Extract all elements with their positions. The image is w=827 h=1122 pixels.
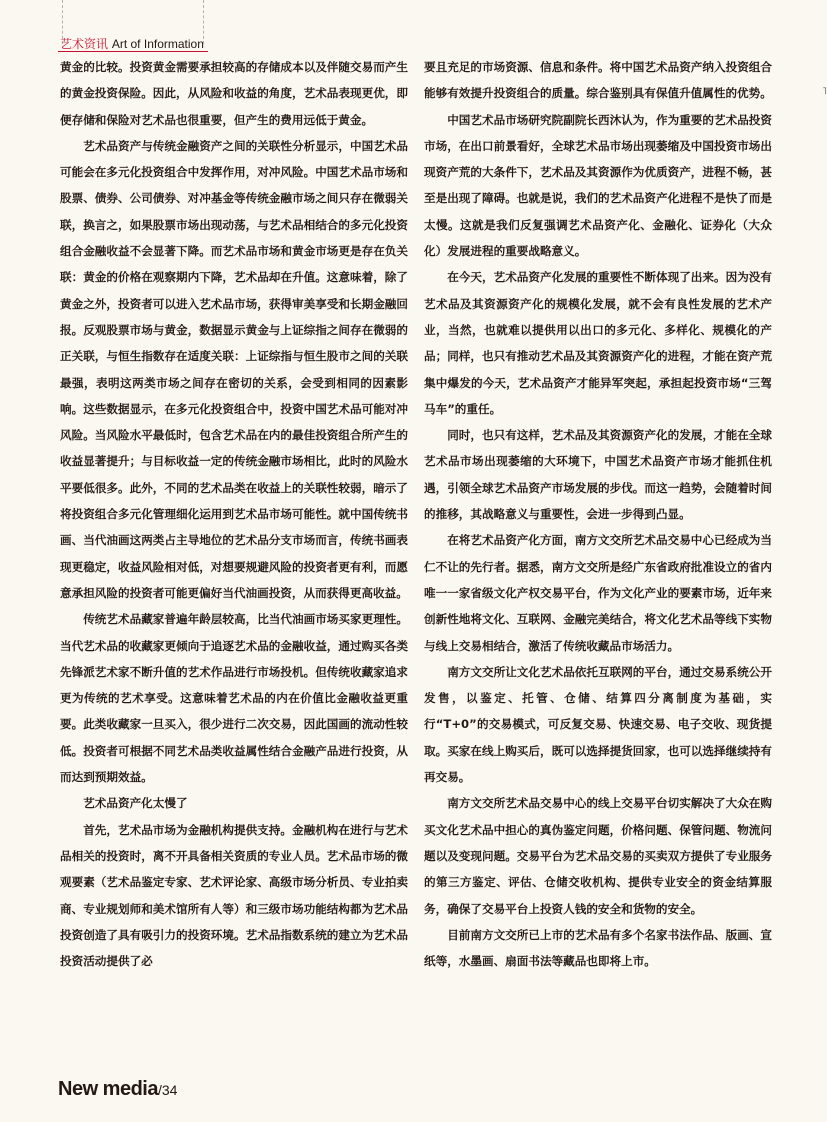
left-column	[60, 54, 408, 974]
header-rule	[58, 51, 208, 52]
subheading: 艺术品资产化太慢了	[83, 796, 188, 811]
paragraph: 传统艺术品藏家普遍年龄层较高，比当代油画市场买家更理性。当代艺术品的收藏家更倾向于追逐艺术品的金融收益，通过购买各类先锋派艺术家不断升值的艺术作品进行市场投机。但传统收藏家追求更为传统的艺术享受。这意味着艺术品的内在价值比金融收益更重要。此类收藏家一旦买入，很少进行二次交易，因此国画的流动性较低。投资者可根据不同艺术品类收益属性结合金融产品进行投资，从而达到预期效益。	[60, 612, 408, 785]
section-english-label: Art of Information	[111, 37, 204, 51]
paragraph: 南方文交所让文化艺术品依托互联网的平台，通过交易系统公开发售，以鉴定、托管、仓储、结算四分离制度为基础，实行“T+0”的交易模式，可反复交易、快速交易、电子交收、现货提取。买家在线上购买后，既可以选择提货回家，也可以选择继续持有再交易。	[424, 664, 772, 785]
paragraph: 在今天，艺术品资产化发展的重要性不断体现了出来。因为没有艺术品及其资源资产化的规模化发展，就不会有良性发展的艺术产业，当然，也就难以提供用以出口的多元化、多样化、规模化的产品；同样，也只有推动艺术品及其资源资产化的进程，才能在资产荒集中爆发的今天，艺术品资产才能异军突起，承担起投资市场“三驾马车”的重任。	[424, 270, 772, 416]
paragraph: 中国艺术品市场研究院副院长西沐认为，作为重要的艺术品投资市场，在出口前景看好，全球艺术品市场出现萎缩及中国投资市场出现资产荒的大条件下，艺术品及其资源作为优质资产，进程不畅，甚至是出现了障碍。也就是说，我们的艺术品资产化进程不是快了而是太慢。这就是我们反复强调艺术品资产化、金融化、证券化（大众化）发展进程的重要战略意义。	[424, 112, 772, 259]
page-header	[60, 36, 204, 52]
magazine-name: New media	[58, 1078, 158, 1100]
paragraph: 黄金的比较。投资黄金需要承担较高的存储成本以及伴随交易而产生的黄金投资保险。因此，从风险和收益的角度，艺术品表现更优，即便存储和保险对艺术品也很重要，但产生的费用远低于黄金。	[60, 60, 408, 127]
paragraph: 目前南方文交所已上市的艺术品有多个名家书法作品、版画、宣纸等，水墨画、扇面书法等藏品也即将上市。	[424, 927, 772, 969]
page-number: /34	[157, 1082, 178, 1098]
right-column	[424, 54, 772, 974]
paragraph: 艺术品资产与传统金融资产之间的关联性分析显示，中国艺术品可能会在多元化投资组合中发挥作用，对冲风险。中国艺术品市场和股票、债券、公司债券、对冲基金等传统金融市场之间只存在微弱关联，换言之，如果股票市场出现动荡，与艺术品相结合的多元化投资组合金融收益不会显著下降。而艺术品市场和黄金市场更是存在负关联：黄金的价格在观察期内下降，艺术品却在升值。这意味着，除了黄金之外，投资者可以进入艺术品市场，获得审美享受和长期金融回报。反观股票市场与黄金，数据显示黄金与上证综指之间存在微弱的正关联，与恒生指数存在适度关联：上证综指与恒生股市之间的关联最强，表明这两类市场之间存在密切的关系，会受到相同的因素影响。这些数据显示，在多元化投资组合中，投资中国艺术品可能对冲风险。当风险水平最低时，包含艺术品在内的最佳投资组合所产生的收益显著提升；与目标收益一定的传统金融市场相比，此时的风险水平要低很多。此外，不同的艺术品类在收益上的关联性较弱，暗示了将投资组合多元化管理细化运用到艺术品市场可能性。就中国传统书画、当代油画这两类占主导地位的艺术品分支市场而言，传统书画表现更稳定，收益风险相对低，对想要规避风险的投资者更有利，而愿意承担风险的投资者可能更偏好当代油画投资，从而获得更高收益。	[60, 138, 408, 600]
page-footer	[58, 1078, 177, 1101]
section-label: 艺术资讯	[60, 37, 109, 51]
paragraph: 在将艺术品资产化方面，南方文交所艺术品交易中心已经成为当仁不让的先行者。据悉，南方文交所是经广东省政府批准设立的省内唯一一家省级文化产权交易平台，作为文化产业的要素市场，近年来创新性地将文化、互联网、金融完美结合，将文化艺术品等线下实物与线上交易相结合，激活了传统收藏品市场活力。	[424, 533, 772, 653]
paragraph: 要且充足的市场资源、信息和条件。将中国艺术品资产纳入投资组合能够有效提升投资组合的质量。综合鉴别具有保值升值属性的优势。	[424, 60, 772, 101]
paragraph: 首先，艺术品市场为金融机构提供支持。金融机构在进行与艺术品相关的投资时，离不开具备相关资质的专业人员。艺术品市场的微观要素（艺术品鉴定专家、艺术评论家、高级市场分析员、专业拍卖商、专业规划师和美术馆所有人等）和三级市场功能结构都为艺术品投资创造了具有吸引力的投资环境。艺术品指数系统的建立为艺术品投资活动提供了必	[60, 822, 408, 969]
paragraph: 同时，也只有这样，艺术品及其资源资产化的发展，才能在全球艺术品市场出现萎缩的大环境下，中国艺术品资产市场才能抓住机遇，引领全球艺术品资产市场发展的步伐。而这一趋势，会随着时间的推移，其战略意义与重要性，会进一步得到凸显。	[424, 428, 772, 522]
paragraph: 南方文交所艺术品交易中心的线上交易平台切实解决了大众在购买文化艺术品中担心的真伪鉴定问题，价格问题、保管问题、物流问题以及变现问题。交易平台为艺术品交易的买卖双方提供了专业服务的第三方鉴定、评估、仓储交收机构、提供专业安全的资金结算服务，确保了交易平台上投资人钱的安全和货物的安全。	[424, 796, 772, 916]
margin-mark: ˥	[822, 86, 827, 97]
